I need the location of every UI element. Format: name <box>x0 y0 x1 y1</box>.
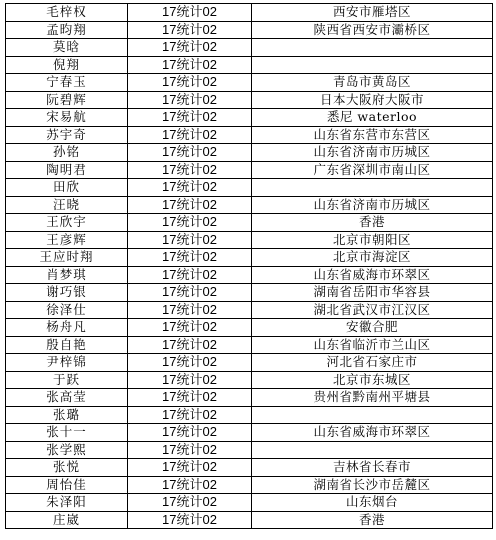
class-cell: 17统计02 <box>128 249 252 267</box>
address-cell: 安徽合肥 <box>252 319 493 337</box>
class-cell: 17统计02 <box>128 231 252 249</box>
address-cell: 贵州省黔南州平塘县 <box>252 389 493 407</box>
class-cell: 17统计02 <box>128 354 252 372</box>
address-cell <box>252 441 493 459</box>
table-row <box>6 179 493 197</box>
address-cell: 北京市海淀区 <box>252 249 493 267</box>
table-row <box>6 231 493 249</box>
name-cell: 王彦辉 <box>6 231 128 249</box>
name-cell: 肖梦琪 <box>6 266 128 284</box>
table-row <box>6 424 493 442</box>
address-cell: 山东烟台 <box>252 494 493 512</box>
name-cell: 莫晗 <box>6 39 128 57</box>
address-cell <box>252 56 493 74</box>
table-row <box>6 284 493 302</box>
class-cell: 17统计02 <box>128 266 252 284</box>
address-cell: 湖南省长沙市岳麓区 <box>252 476 493 494</box>
table-row <box>6 196 493 214</box>
table-row <box>6 4 493 22</box>
address-cell: 香港 <box>252 214 493 232</box>
name-cell: 孙铭 <box>6 144 128 162</box>
class-cell: 17统计02 <box>128 336 252 354</box>
name-cell: 张学熙 <box>6 441 128 459</box>
name-cell: 庄崴 <box>6 511 128 529</box>
class-cell: 17统计02 <box>128 179 252 197</box>
student-address-table <box>5 3 493 529</box>
class-cell: 17统计02 <box>128 511 252 529</box>
name-cell: 张悦 <box>6 459 128 477</box>
class-cell: 17统计02 <box>128 161 252 179</box>
name-cell: 谢巧银 <box>6 284 128 302</box>
address-cell: 悉尼 waterloo <box>252 109 493 127</box>
table-row <box>6 441 493 459</box>
class-cell: 17统计02 <box>128 144 252 162</box>
name-cell: 苏宇奇 <box>6 126 128 144</box>
name-cell: 尹梓锦 <box>6 354 128 372</box>
name-cell: 王欣宇 <box>6 214 128 232</box>
class-cell: 17统计02 <box>128 39 252 57</box>
table-row <box>6 336 493 354</box>
name-cell: 田欣 <box>6 179 128 197</box>
address-cell: 日本大阪府大阪市 <box>252 91 493 109</box>
address-cell: 山东省东营市东营区 <box>252 126 493 144</box>
table-row <box>6 266 493 284</box>
address-cell <box>252 39 493 57</box>
address-cell: 山东省威海市环翠区 <box>252 266 493 284</box>
table-row <box>6 511 493 529</box>
class-cell: 17统计02 <box>128 476 252 494</box>
class-cell: 17统计02 <box>128 459 252 477</box>
class-cell: 17统计02 <box>128 301 252 319</box>
table-row <box>6 319 493 337</box>
address-cell: 北京市朝阳区 <box>252 231 493 249</box>
class-cell: 17统计02 <box>128 389 252 407</box>
table-row <box>6 21 493 39</box>
address-cell: 山东省威海市环翠区 <box>252 424 493 442</box>
address-cell: 山东省济南市历城区 <box>252 196 493 214</box>
table-row <box>6 161 493 179</box>
class-cell: 17统计02 <box>128 56 252 74</box>
class-cell: 17统计02 <box>128 371 252 389</box>
table-row <box>6 301 493 319</box>
table-row <box>6 406 493 424</box>
address-cell: 青岛市黄岛区 <box>252 74 493 92</box>
name-cell: 宁春玉 <box>6 74 128 92</box>
class-cell: 17统计02 <box>128 126 252 144</box>
table-row <box>6 214 493 232</box>
class-cell: 17统计02 <box>128 319 252 337</box>
name-cell: 阮碧辉 <box>6 91 128 109</box>
table-row <box>6 109 493 127</box>
class-cell: 17统计02 <box>128 91 252 109</box>
name-cell: 张高莹 <box>6 389 128 407</box>
name-cell: 杨舟凡 <box>6 319 128 337</box>
table-row <box>6 389 493 407</box>
name-cell: 王应时翔 <box>6 249 128 267</box>
address-cell: 西安市雁塔区 <box>252 4 493 22</box>
address-cell: 香港 <box>252 511 493 529</box>
address-cell: 湖南省岳阳市华容县 <box>252 284 493 302</box>
class-cell: 17统计02 <box>128 4 252 22</box>
address-cell: 湖北省武汉市江汉区 <box>252 301 493 319</box>
name-cell: 倪翔 <box>6 56 128 74</box>
class-cell: 17统计02 <box>128 441 252 459</box>
table-row <box>6 459 493 477</box>
table-row <box>6 56 493 74</box>
table-row <box>6 354 493 372</box>
name-cell: 汪晓 <box>6 196 128 214</box>
table-row <box>6 476 493 494</box>
address-cell: 北京市东城区 <box>252 371 493 389</box>
name-cell: 毛梓权 <box>6 4 128 22</box>
table-row <box>6 39 493 57</box>
table-row <box>6 126 493 144</box>
name-cell: 孟昀翔 <box>6 21 128 39</box>
name-cell: 陶明君 <box>6 161 128 179</box>
class-cell: 17统计02 <box>128 494 252 512</box>
address-cell: 河北省石家庄市 <box>252 354 493 372</box>
address-cell <box>252 179 493 197</box>
address-cell <box>252 406 493 424</box>
table-row <box>6 249 493 267</box>
name-cell: 宋易航 <box>6 109 128 127</box>
class-cell: 17统计02 <box>128 214 252 232</box>
class-cell: 17统计02 <box>128 284 252 302</box>
class-cell: 17统计02 <box>128 406 252 424</box>
class-cell: 17统计02 <box>128 424 252 442</box>
name-cell: 徐泽仕 <box>6 301 128 319</box>
table-row <box>6 371 493 389</box>
class-cell: 17统计02 <box>128 74 252 92</box>
table-row <box>6 91 493 109</box>
class-cell: 17统计02 <box>128 196 252 214</box>
table-row <box>6 74 493 92</box>
address-cell: 陕西省西安市灞桥区 <box>252 21 493 39</box>
name-cell: 张十一 <box>6 424 128 442</box>
name-cell: 周怡佳 <box>6 476 128 494</box>
class-cell: 17统计02 <box>128 109 252 127</box>
table-body <box>6 4 493 529</box>
name-cell: 于跃 <box>6 371 128 389</box>
name-cell: 殷自艳 <box>6 336 128 354</box>
table-row <box>6 494 493 512</box>
address-cell: 山东省临沂市兰山区 <box>252 336 493 354</box>
name-cell: 张璐 <box>6 406 128 424</box>
class-cell: 17统计02 <box>128 21 252 39</box>
name-cell: 朱泽阳 <box>6 494 128 512</box>
address-cell: 吉林省长春市 <box>252 459 493 477</box>
address-cell: 山东省济南市历城区 <box>252 144 493 162</box>
address-cell: 广东省深圳市南山区 <box>252 161 493 179</box>
table-row <box>6 144 493 162</box>
